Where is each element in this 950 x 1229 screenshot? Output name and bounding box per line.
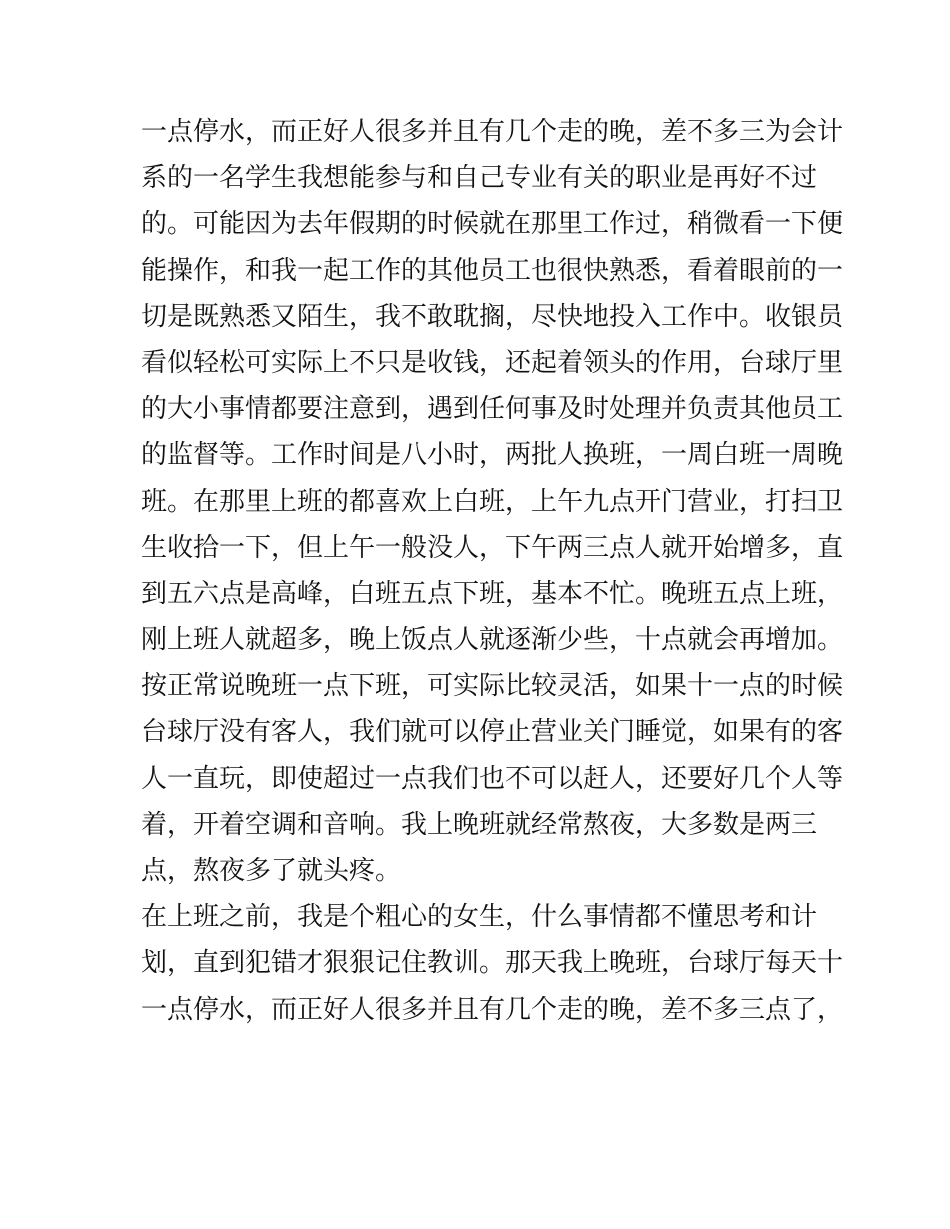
text-line-1: 一点停水，而正好人很多并且有几个走的晚，差不多三为会计 bbox=[141, 117, 844, 147]
text-line-9: 班。在那里上班的都喜欢上白班，上午九点开门营业，打扫卫 bbox=[141, 486, 844, 517]
text-line-18: 在上班之前，我是个粗心的女生，什么事情都不懂思考和计 bbox=[141, 902, 818, 933]
text-line-10: 生收拾一下，但上午一般没人，下午两三点人就开始增多，直 bbox=[141, 532, 844, 563]
text-line-14: 台球厅没有客人，我们就可以停止营业关门睡觉，如果有的客 bbox=[141, 717, 844, 748]
text-line-15: 人一直玩，即使超过一点我们也不可以赶人，还要好几个人等 bbox=[141, 763, 844, 794]
text-line-16: 着，开着空调和音响。我上晚班就经常熬夜，大多数是两三 bbox=[141, 809, 818, 840]
text-line-19: 划，直到犯错才狠狠记住教训。那天我上晚班，台球厅每天十 bbox=[141, 948, 844, 979]
text-line-12: 刚上班人就超多，晚上饭点人就逐渐少些，十点就会再增加。 bbox=[141, 625, 844, 656]
text-line-4: 能操作，和我一起工作的其他员工也很快熟悉，看着眼前的一 bbox=[141, 255, 844, 286]
text-line-17: 点，熬夜多了就头疼。 bbox=[141, 856, 402, 886]
body-text bbox=[141, 109, 844, 1033]
text-line-2: 系的一名学生我想能参与和自己专业有关的职业是再好不过 bbox=[141, 163, 818, 194]
text-line-7: 的大小事情都要注意到，遇到任何事及时处理并负责其他员工 bbox=[141, 394, 844, 425]
text-line-13: 按正常说晚班一点下班，可实际比较灵活，如果十一点的时候 bbox=[141, 671, 844, 702]
text-line-5: 切是既熟悉又陌生，我不敢耽搁，尽快地投入工作中。收银员 bbox=[141, 301, 844, 332]
text-line-20: 一点停水，而正好人很多并且有几个走的晚，差不多三点了， bbox=[141, 994, 844, 1025]
text-line-11: 到五六点是高峰，白班五点下班，基本不忙。晚班五点上班， bbox=[141, 578, 844, 609]
text-line-3: 的。可能因为去年假期的时候就在那里工作过，稍微看一下便 bbox=[141, 209, 844, 240]
text-line-8: 的监督等。工作时间是八小时，两批人换班，一周白班一周晚 bbox=[141, 440, 844, 471]
text-line-6: 看似轻松可实际上不只是收钱，还起着领头的作用，台球厅里 bbox=[141, 347, 844, 378]
